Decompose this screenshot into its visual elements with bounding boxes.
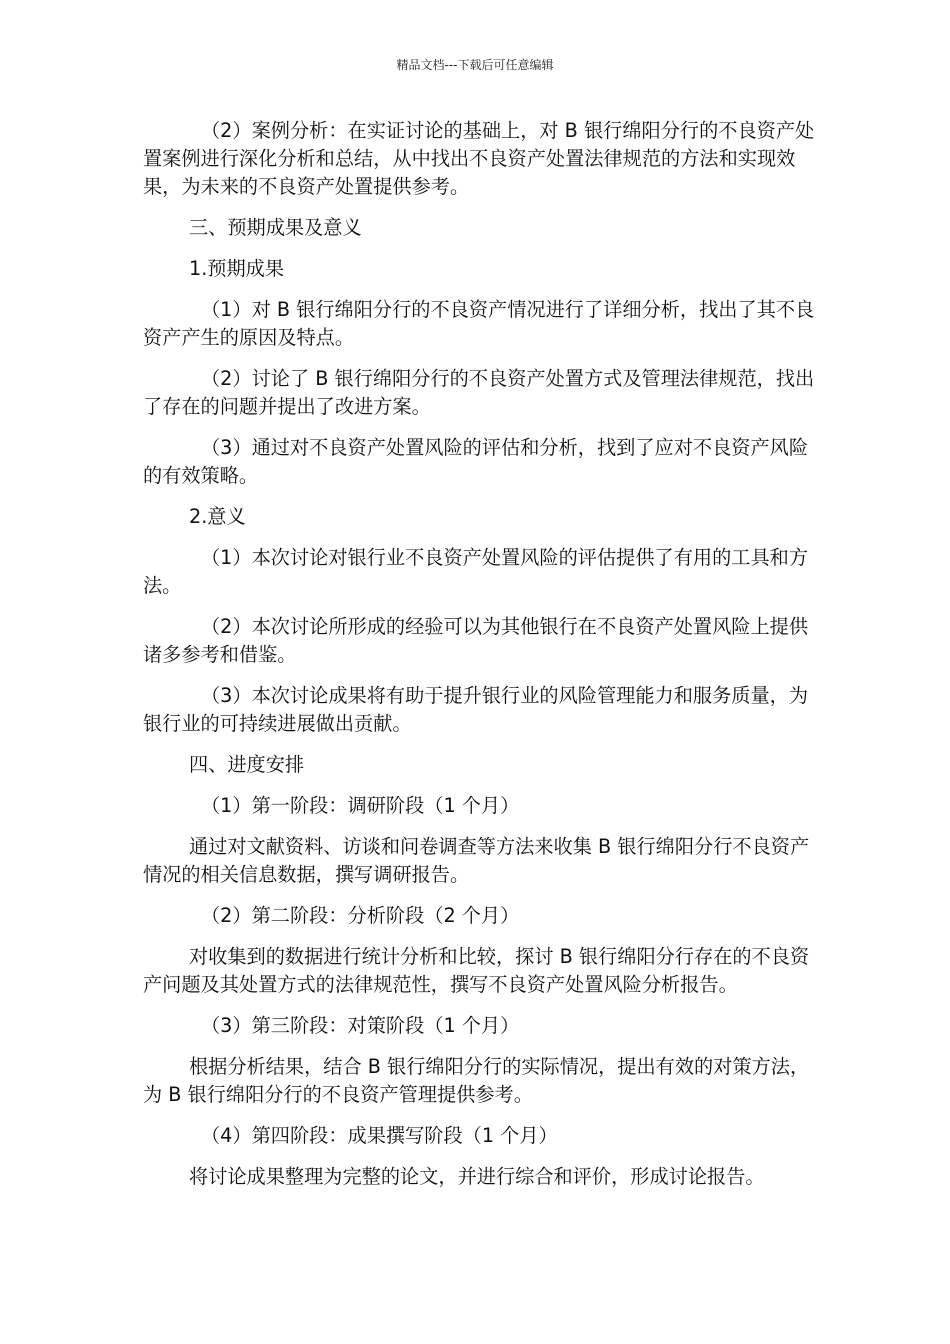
- stage-description: 对收集到的数据进行统计分析和比较，探讨 B 银行绵阳分行存在的不良资产问题及其处置方式的法律规范性，撰写不良资产处置风险分析报告。: [143, 945, 810, 996]
- page-header: 精品文档---下载后可任意编辑: [396, 58, 554, 72]
- list-item: （2）讨论了 B 银行绵阳分行的不良资产处置方式及管理法律规范，找出了存在的问题并提出了改进方案。: [143, 367, 815, 418]
- stage-heading: （3）第三阶段：对策阶段（1 个月）: [201, 1014, 520, 1037]
- list-item: （3）本次讨论成果将有助于提升银行业的风险管理能力和服务质量，为银行业的可持续进展做出贡献。: [143, 684, 809, 735]
- list-item: （1）本次讨论对银行业不良资产处置风险的评估提供了有用的工具和方法。: [143, 546, 809, 597]
- section-heading-schedule: 四、进度安排: [189, 753, 305, 776]
- stage-description: 将讨论成果整理为完整的论文，并进行综合和评价，形成讨论报告。: [189, 1165, 765, 1188]
- document-body: [143, 117, 815, 1204]
- subheading-significance: 2.意义: [189, 505, 246, 528]
- list-item: （3）通过对不良资产处置风险的评估和分析，找到了应对不良资产风险的有效策略。: [143, 436, 809, 487]
- stage-heading: （2）第二阶段：分析阶段（2 个月）: [201, 904, 520, 927]
- section-heading-expected-results: 三、预期成果及意义: [189, 216, 362, 239]
- stage-heading: （1）第一阶段：调研阶段（1 个月）: [201, 794, 520, 817]
- stage-description: 根据分析结果，结合 B 银行绵阳分行的实际情况，提出有效的对策方法，为 B 银行绵阳分行的不良资产管理提供参考。: [143, 1055, 810, 1106]
- list-item: （1）对 B 银行绵阳分行的不良资产情况进行了详细分析，找出了其不良资产产生的原因及特点。: [143, 298, 815, 349]
- stage-description: 通过对文献资料、访谈和问卷调查等方法来收集 B 银行绵阳分行不良资产情况的相关信息数据，撰写调研报告。: [143, 835, 810, 886]
- subheading-expected-results: 1.预期成果: [189, 257, 285, 280]
- stage-heading: （4）第四阶段：成果撰写阶段（1 个月）: [201, 1124, 558, 1147]
- list-item: （2）本次讨论所形成的经验可以为其他银行在不良资产处置风险上提供诸多参考和借鉴。: [143, 615, 809, 666]
- paragraph-case-analysis: （2）案例分析：在实证讨论的基础上，对 B 银行绵阳分行的不良资产处置案例进行深化分析和总结，从中找出不良资产处置法律规范的方法和实现效果，为未来的不良资产处置提供参考。: [143, 119, 815, 198]
